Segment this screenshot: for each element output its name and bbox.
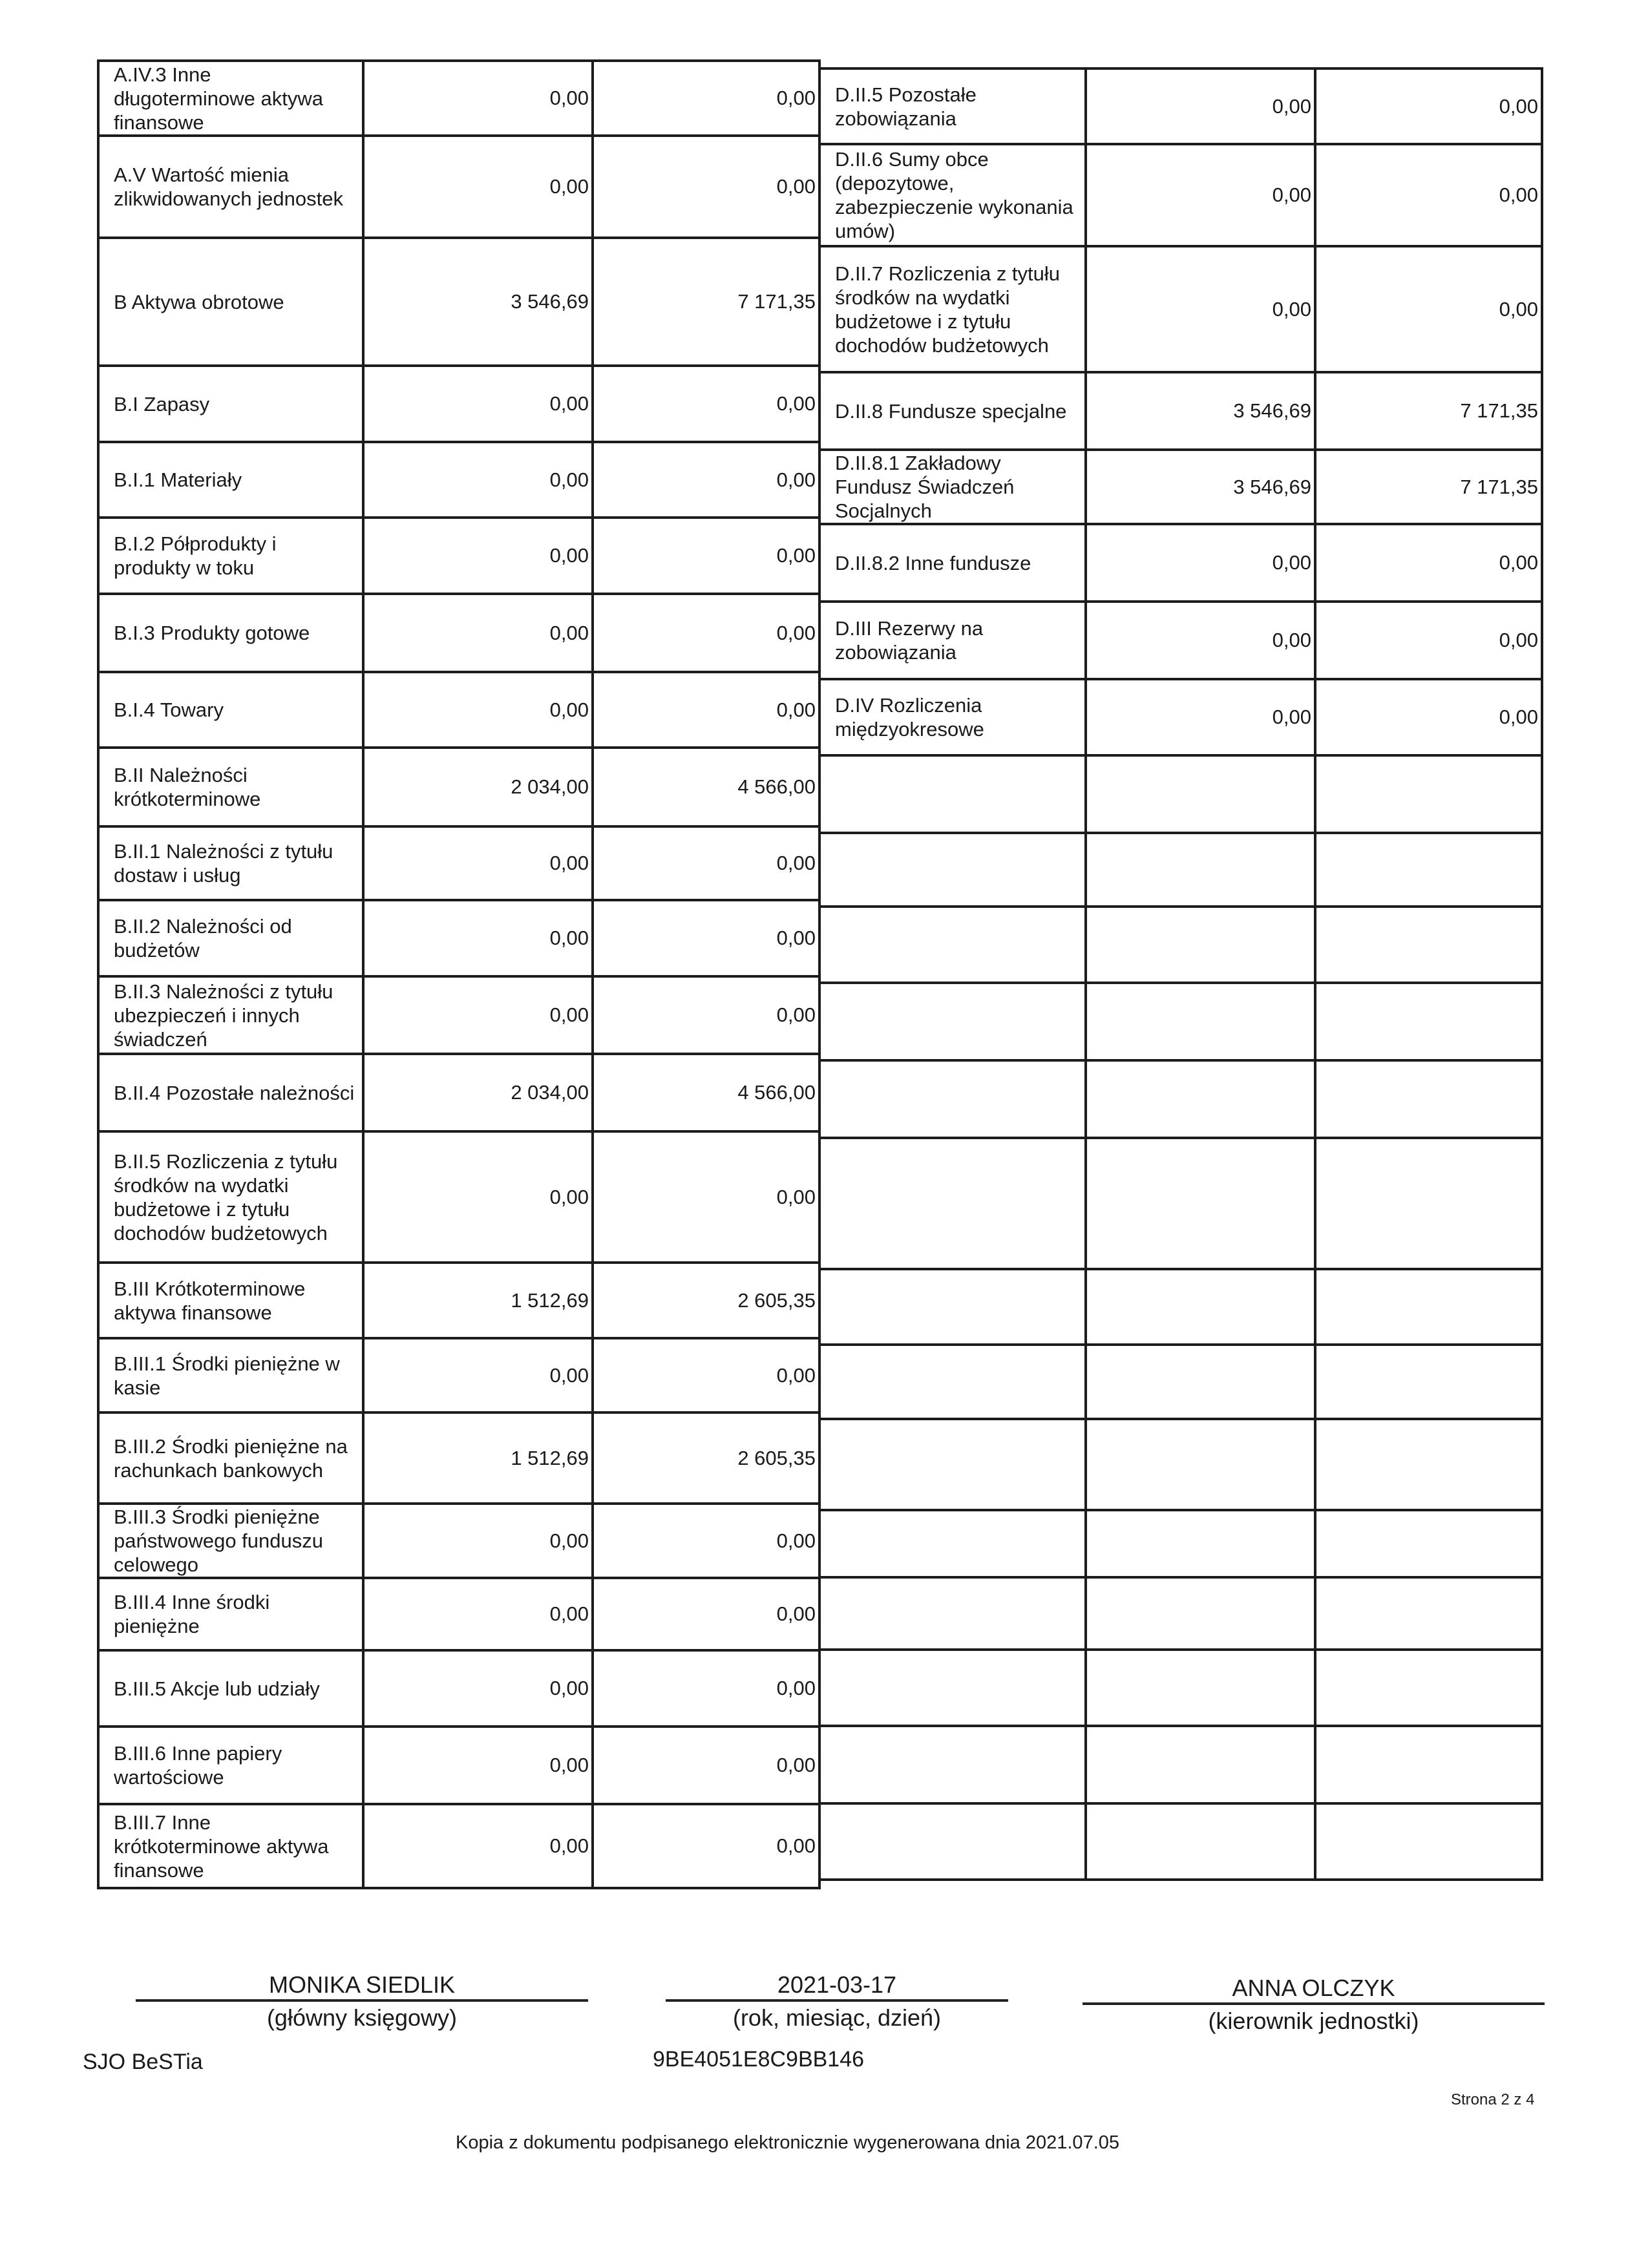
prev-year-value: 0,00 [363, 136, 593, 238]
prev-year-value: 0,00 [363, 1131, 593, 1263]
prev-year-value [1086, 907, 1315, 983]
row-label: B.II.1 Należności z tytułu dostaw i usług [98, 826, 363, 900]
row-label [819, 1060, 1086, 1138]
row-label: B.III.7 Inne krótkoterminowe aktywa finansowe [98, 1804, 363, 1888]
curr-year-value: 0,00 [1315, 246, 1542, 372]
row-label: B.I.2 Półprodukty i produkty w toku [98, 518, 363, 594]
row-label [819, 1510, 1086, 1577]
prev-year-value: 0,00 [1086, 68, 1315, 144]
curr-year-value: 0,00 [593, 1578, 819, 1650]
row-label: B.II Należności krótkoterminowe [98, 748, 363, 826]
prev-year-value: 0,00 [1086, 144, 1315, 246]
table-row [819, 1269, 1542, 1345]
curr-year-value: 0,00 [1315, 602, 1542, 679]
prev-year-value [1086, 1138, 1315, 1269]
row-label: D.II.6 Sumy obce (depozytowe, zabezpieczenie wykonania umów) [819, 144, 1086, 246]
row-label [819, 1650, 1086, 1726]
table-row [98, 748, 819, 826]
liabilities-table [818, 67, 1543, 1881]
table-row [819, 1726, 1542, 1803]
row-label: B.III.3 Środki pieniężne państwowego funduszu celowego [98, 1504, 363, 1578]
table-row [98, 1412, 819, 1504]
row-label: D.II.8.1 Zakładowy Fundusz Świadczeń Socjalnych [819, 450, 1086, 524]
row-label [819, 1345, 1086, 1419]
table-row [98, 826, 819, 900]
row-label: A.V Wartość mienia zlikwidowanych jednostek [98, 136, 363, 238]
curr-year-value: 0,00 [593, 1131, 819, 1263]
curr-year-value [1315, 1803, 1542, 1880]
table-row [98, 518, 819, 594]
table-row [819, 1510, 1542, 1577]
table-row [98, 1263, 819, 1338]
curr-year-value [1315, 1345, 1542, 1419]
prev-year-value [1086, 1726, 1315, 1803]
prev-year-value: 0,00 [363, 366, 593, 442]
prev-year-value: 0,00 [1086, 246, 1315, 372]
table-row [819, 983, 1542, 1060]
table-row [98, 61, 819, 136]
curr-year-value: 0,00 [593, 366, 819, 442]
table-row [98, 1338, 819, 1412]
row-label: B.I.4 Towary [98, 672, 363, 748]
prev-year-value [1086, 1060, 1315, 1138]
prev-year-value [1086, 1269, 1315, 1345]
prev-year-value: 0,00 [363, 518, 593, 594]
curr-year-value: 0,00 [1315, 524, 1542, 602]
row-label: A.IV.3 Inne długoterminowe aktywa finansowe [98, 61, 363, 136]
prev-year-value [1086, 1345, 1315, 1419]
curr-year-value [1315, 1510, 1542, 1577]
table-row [98, 366, 819, 442]
document-hash: 9BE4051E8C9BB146 [653, 2047, 865, 2072]
curr-year-value: 0,00 [593, 900, 819, 976]
row-label: B Aktywa obrotowe [98, 238, 363, 366]
date-value: 2021-03-17 [777, 1971, 897, 1998]
table-row [819, 833, 1542, 907]
prev-year-value [1086, 1650, 1315, 1726]
table-row [98, 442, 819, 518]
curr-year-value: 0,00 [593, 1504, 819, 1578]
row-label [819, 907, 1086, 983]
prev-year-value [1086, 833, 1315, 907]
table-row [819, 372, 1542, 450]
table-row [819, 1419, 1542, 1510]
table-row [819, 524, 1542, 602]
row-label: D.II.8.2 Inne fundusze [819, 524, 1086, 602]
table-row [98, 1727, 819, 1804]
curr-year-value [1315, 983, 1542, 1060]
row-label [819, 755, 1086, 833]
row-label: D.III Rezerwy na zobowiązania [819, 602, 1086, 679]
prev-year-value: 2 034,00 [363, 1054, 593, 1131]
table-row [819, 68, 1542, 144]
curr-year-value [1315, 1419, 1542, 1510]
table-row [98, 594, 819, 672]
table-row [98, 1804, 819, 1888]
table-row [98, 672, 819, 748]
curr-year-value [1315, 1138, 1542, 1269]
table-row [819, 450, 1542, 524]
table-row [819, 1345, 1542, 1419]
curr-year-value: 0,00 [593, 136, 819, 238]
row-label [819, 1803, 1086, 1880]
table-row [98, 900, 819, 976]
row-label: D.IV Rozliczenia międzyokresowe [819, 679, 1086, 755]
curr-year-value [1315, 1726, 1542, 1803]
prev-year-value: 0,00 [363, 1338, 593, 1412]
curr-year-value [1315, 833, 1542, 907]
curr-year-value: 0,00 [593, 976, 819, 1054]
row-label: B.III.2 Środki pieniężne na rachunkach bankowych [98, 1412, 363, 1504]
curr-year-value [1315, 755, 1542, 833]
prev-year-value: 1 512,69 [363, 1263, 593, 1338]
row-label [819, 1419, 1086, 1510]
curr-year-value: 0,00 [593, 1650, 819, 1727]
row-label: D.II.5 Pozostałe zobowiązania [819, 68, 1086, 144]
accountant-role: (główny księgowy) [266, 2004, 458, 2031]
table-row [819, 907, 1542, 983]
prev-year-value [1086, 983, 1315, 1060]
accountant-name: MONIKA SIEDLIK [268, 1971, 456, 1998]
curr-year-value [1315, 1577, 1542, 1650]
table-row [98, 1054, 819, 1131]
prev-year-value [1086, 755, 1315, 833]
curr-year-value: 7 171,35 [1315, 450, 1542, 524]
curr-year-value [1315, 1269, 1542, 1345]
curr-year-value: 0,00 [593, 1338, 819, 1412]
prev-year-value: 1 512,69 [363, 1412, 593, 1504]
row-label: B.I.3 Produkty gotowe [98, 594, 363, 672]
curr-year-value: 0,00 [1315, 679, 1542, 755]
curr-year-value [1315, 1650, 1542, 1726]
prev-year-value: 0,00 [1086, 679, 1315, 755]
curr-year-value: 4 566,00 [593, 1054, 819, 1131]
prev-year-value: 0,00 [363, 594, 593, 672]
table-row [819, 1650, 1542, 1726]
curr-year-value: 7 171,35 [593, 238, 819, 366]
assets-table [97, 59, 821, 1889]
curr-year-value: 0,00 [593, 1727, 819, 1804]
prev-year-value: 0,00 [363, 1650, 593, 1727]
row-label: B.II.3 Należności z tytułu ubezpieczeń i innych świadczeń [98, 976, 363, 1054]
row-label: B.I.1 Materiały [98, 442, 363, 518]
accountant-signature [136, 1971, 588, 2034]
table-row [98, 238, 819, 366]
date-caption: (rok, miesiąc, dzień) [732, 2004, 942, 2031]
table-row [819, 144, 1542, 246]
system-name: SJO BeSTia [83, 2050, 203, 2074]
row-label: B.III.5 Akcje lub udziały [98, 1650, 363, 1727]
table-row [98, 1504, 819, 1578]
curr-year-value: 0,00 [1315, 68, 1542, 144]
table-row [819, 1060, 1542, 1138]
curr-year-value: 0,00 [1315, 144, 1542, 246]
prev-year-value [1086, 1510, 1315, 1577]
head-signature [1083, 1974, 1545, 2037]
prev-year-value: 0,00 [363, 900, 593, 976]
curr-year-value: 2 605,35 [593, 1263, 819, 1338]
prev-year-value: 3 546,69 [1086, 372, 1315, 450]
prev-year-value: 0,00 [363, 1727, 593, 1804]
row-label: B.II.5 Rozliczenia z tytułu środków na wydatki budżetowe i z tytułu dochodów budżetowych [98, 1131, 363, 1263]
table-row [819, 755, 1542, 833]
curr-year-value: 0,00 [593, 61, 819, 136]
table-row [819, 1577, 1542, 1650]
prev-year-value: 0,00 [1086, 524, 1315, 602]
prev-year-value: 0,00 [363, 672, 593, 748]
prev-year-value: 0,00 [363, 976, 593, 1054]
row-label [819, 1138, 1086, 1269]
head-name: ANNA OLCZYK [1232, 1975, 1395, 2001]
curr-year-value: 2 605,35 [593, 1412, 819, 1504]
prev-year-value: 2 034,00 [363, 748, 593, 826]
prev-year-value: 3 546,69 [1086, 450, 1315, 524]
row-label [819, 1577, 1086, 1650]
prev-year-value: 0,00 [363, 1578, 593, 1650]
curr-year-value: 7 171,35 [1315, 372, 1542, 450]
prev-year-value: 0,00 [363, 826, 593, 900]
curr-year-value: 0,00 [593, 672, 819, 748]
curr-year-value: 0,00 [593, 826, 819, 900]
row-label: B.III.1 Środki pieniężne w kasie [98, 1338, 363, 1412]
table-row [98, 1131, 819, 1263]
row-label: B.II.2 Należności od budżetów [98, 900, 363, 976]
prev-year-value [1086, 1577, 1315, 1650]
row-label [819, 1269, 1086, 1345]
prev-year-value: 0,00 [363, 61, 593, 136]
prev-year-value: 0,00 [363, 442, 593, 518]
prev-year-value [1086, 1419, 1315, 1510]
prev-year-value: 3 546,69 [363, 238, 593, 366]
date-signature [666, 1971, 1008, 2034]
row-label [819, 983, 1086, 1060]
curr-year-value: 0,00 [593, 594, 819, 672]
row-label: B.III.6 Inne papiery wartościowe [98, 1727, 363, 1804]
prev-year-value: 0,00 [363, 1504, 593, 1578]
table-row [98, 1650, 819, 1727]
curr-year-value [1315, 907, 1542, 983]
row-label: B.II.4 Pozostałe należności [98, 1054, 363, 1131]
prev-year-value: 0,00 [1086, 602, 1315, 679]
row-label: B.I Zapasy [98, 366, 363, 442]
row-label: D.II.7 Rozliczenia z tytułu środków na wydatki budżetowe i z tytułu dochodów budżetowych [819, 246, 1086, 372]
row-label [819, 833, 1086, 907]
curr-year-value: 0,00 [593, 442, 819, 518]
prev-year-value [1086, 1803, 1315, 1880]
row-label: D.II.8 Fundusze specjalne [819, 372, 1086, 450]
table-row [819, 246, 1542, 372]
curr-year-value: 0,00 [593, 518, 819, 594]
curr-year-value [1315, 1060, 1542, 1138]
prev-year-value: 0,00 [363, 1804, 593, 1888]
table-row [98, 1578, 819, 1650]
table-row [819, 679, 1542, 755]
table-row [819, 1138, 1542, 1269]
copy-note: Kopia z dokumentu podpisanego elektronicznie wygenerowana dnia 2021.07.05 [456, 2132, 1120, 2153]
row-label: B.III Krótkoterminowe aktywa finansowe [98, 1263, 363, 1338]
head-role: (kierownik jednostki) [1208, 2008, 1419, 2034]
page-indicator: Strona 2 z 4 [1451, 2091, 1535, 2108]
row-label: B.III.4 Inne środki pieniężne [98, 1578, 363, 1650]
table-row [819, 1803, 1542, 1880]
table-row [819, 602, 1542, 679]
row-label [819, 1726, 1086, 1803]
curr-year-value: 0,00 [593, 1804, 819, 1888]
table-row [98, 976, 819, 1054]
table-row [98, 136, 819, 238]
curr-year-value: 4 566,00 [593, 748, 819, 826]
